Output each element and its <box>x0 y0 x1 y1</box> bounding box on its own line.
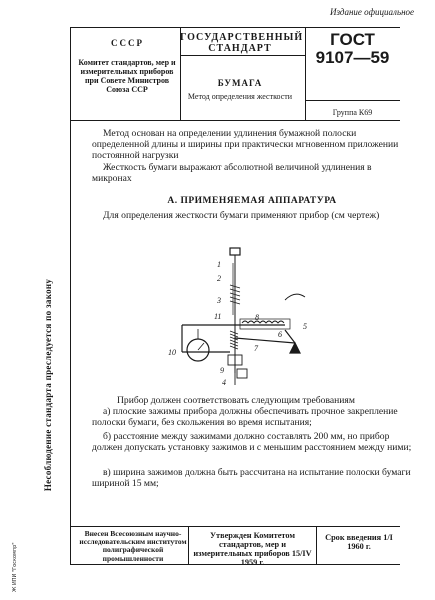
footer-top-line <box>70 526 400 527</box>
footer-introduced-by: Внесен Всесоюзным научно-исследовательским институтом полиграфической промышленности <box>79 529 187 563</box>
paragraph-stiffness: Жесткость бумаги выражают абсолютной величиной удлинения в микронах <box>92 162 372 184</box>
figure-label-11: 11 <box>214 312 222 321</box>
paragraph-requirements: Прибор должен соответствовать следующим требованиям <box>117 395 355 406</box>
figure-label-6: 6 <box>278 330 282 339</box>
footer-approved-by: Утвержден Комитетом стандартов, мер и измерительных приборов 15/IV 1959 г. <box>193 531 312 567</box>
requirement-b: б) расстояние между зажимами должно составлять 200 мм, но прибор должен допускать установку зажимов и с меньшим расстоянием между ними; <box>92 431 412 453</box>
requirement-c: в) ширина зажимов должна быть рассчитана на испытание полоски бумаги шириной 15 мм; <box>92 467 411 489</box>
vertical-legal-note-text: Несоблюдение стандарта преследуется по закону <box>43 278 53 492</box>
footer-col-line-1 <box>188 526 189 564</box>
header-bottom-line <box>70 120 400 121</box>
figure-label-5: 5 <box>303 322 307 331</box>
figure-label-7: 7 <box>254 344 258 353</box>
requirement-a: а) плоские зажимы прибора должны обеспечивать прочное закрепление полоски бумаги, без скольжения во время испытания; <box>92 406 398 428</box>
header-divider-line <box>180 55 305 56</box>
committee-label: Комитет стандартов, мер и измерительных приборов при Совете Министров Союза ССР <box>78 58 176 94</box>
figure-label-3: 3 <box>217 296 221 305</box>
paragraph-method: Метод основан на определении удлинения бумажной полоски определенной длины и ширины при практически мгновенном приложении постоянной нагрузки <box>92 128 399 161</box>
footer-col-line-2 <box>316 526 317 564</box>
document-subtitle: Метод определения жесткости <box>187 92 293 101</box>
frame-top-line <box>70 27 400 28</box>
group-code: Группа К69 <box>332 108 373 117</box>
figure-label-10: 10 <box>168 348 176 357</box>
ussr-label: СССР <box>111 38 144 48</box>
gost-label: ГОСТ <box>330 30 375 49</box>
figure-label-2: 2 <box>217 274 221 283</box>
printer-mark-text: Ж ИПИ "Госкомпр" <box>12 542 18 592</box>
figure-label-4: 4 <box>222 378 226 387</box>
figure-label-9: 9 <box>220 366 224 375</box>
top-clamp-icon <box>230 248 240 255</box>
footer-effective-date: Срок введения 1/I 1960 г. <box>325 533 393 551</box>
frame-left-line <box>70 27 71 564</box>
edition-note: Издание официальное <box>330 7 415 17</box>
gost-code: 9107—59 <box>315 48 390 67</box>
vertical-legal-note <box>43 278 53 492</box>
printer-mark <box>12 542 18 593</box>
gost-number <box>305 31 400 67</box>
figure-label-8: 8 <box>255 313 259 322</box>
paragraph-apparatus: Для определения жесткости бумаги применяют прибор (см чертеж) <box>103 210 380 221</box>
section-title: А. ПРИМЕНЯЕМАЯ АППАРАТУРА <box>167 196 337 206</box>
group-divider-line <box>305 100 400 101</box>
state-standard-label: ГОСУДАРСТВЕННЫЙ СТАНДАРТ <box>180 32 304 54</box>
figure-label-1: 1 <box>217 260 221 269</box>
document-title: БУМАГА <box>217 78 263 88</box>
apparatus-drawing <box>160 245 335 395</box>
